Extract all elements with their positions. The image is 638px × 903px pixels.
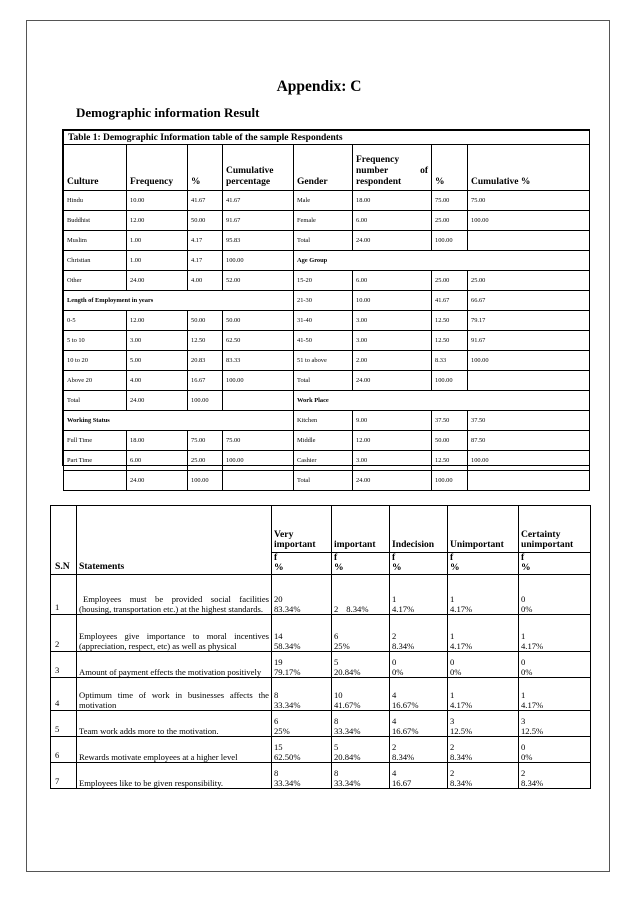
table-cell: 4.17 xyxy=(188,251,223,271)
table-cell: 12.50 xyxy=(432,451,468,471)
table-cell: 41.67 xyxy=(432,291,468,311)
table2-header: important xyxy=(332,506,390,553)
table-cell: 10 to 20 xyxy=(64,351,127,371)
row-number: 5 xyxy=(51,711,77,737)
table-row xyxy=(64,411,590,431)
table-row xyxy=(64,391,590,411)
statement-text: Employees like to be given responsibility. xyxy=(77,763,272,789)
table2-header: Indecision xyxy=(390,506,448,553)
table-cell: 100.00 xyxy=(432,471,468,491)
demographic-table-frame xyxy=(62,129,590,484)
table-cell: 10.00 xyxy=(127,191,188,211)
value-cell: 8 33.34% xyxy=(272,763,332,789)
section-subtitle: Demographic information Result xyxy=(76,105,260,120)
value-cell: 15 62.50% xyxy=(272,737,332,763)
value-cell: 1 4.17% xyxy=(390,575,448,615)
table-cell: 8.33 xyxy=(432,351,468,371)
table-cell: 25.00 xyxy=(468,271,590,291)
pct-label: % xyxy=(334,562,344,573)
value-cell: 8 33.34% xyxy=(272,678,332,711)
pct-label: % xyxy=(274,562,284,573)
table-row xyxy=(64,251,590,271)
value-cell: 14 58.34% xyxy=(272,615,332,652)
statement-text: Employees must be provided social facilities (housing, transportation etc.) at the highest standards. xyxy=(77,575,272,615)
table2-subheader xyxy=(272,553,332,575)
statement-text: Amount of payment effects the motivation positively xyxy=(77,652,272,678)
table-cell: 12.50 xyxy=(188,331,223,351)
table-cell: Total xyxy=(294,231,353,251)
table2-header-sn: S.N xyxy=(51,506,77,575)
table-cell: 24.00 xyxy=(353,371,432,391)
value-cell: 2 8.34% xyxy=(332,575,390,615)
value-cell: 1 4.17% xyxy=(519,678,591,711)
table1-header: Frequency xyxy=(127,145,188,191)
table-cell: 87.50 xyxy=(468,431,590,451)
table-cell: 3.00 xyxy=(353,311,432,331)
table-cell: Total xyxy=(64,391,127,411)
table-cell: 24.00 xyxy=(127,471,188,491)
table-cell: Full Time xyxy=(64,431,127,451)
value-cell: 4 16.67% xyxy=(390,711,448,737)
row-number: 4 xyxy=(51,678,77,711)
table-cell: 50.00 xyxy=(432,431,468,451)
table-cell: 51 to above xyxy=(294,351,353,371)
table-row xyxy=(64,191,590,211)
table-cell: Buddhist xyxy=(64,211,127,231)
pct-label: % xyxy=(521,562,531,573)
table1-header: Cumulative percentage xyxy=(223,145,294,191)
value-cell: 19 79.17% xyxy=(272,652,332,678)
table-cell: Female xyxy=(294,211,353,231)
table-cell: Above 20 xyxy=(64,371,127,391)
value-cell: 2 8.34% xyxy=(448,737,519,763)
pct-label: % xyxy=(450,562,460,573)
value-cell: 5 20.84% xyxy=(332,737,390,763)
table-row xyxy=(64,471,590,491)
f-label: f xyxy=(274,552,278,563)
table-cell: 12.00 xyxy=(127,311,188,331)
table2-header-row xyxy=(51,506,591,553)
value-cell: 1 4.17% xyxy=(448,575,519,615)
value-cell: 3 12.5% xyxy=(519,711,591,737)
value-cell: 2 8.34% xyxy=(390,737,448,763)
table-row xyxy=(51,678,591,711)
section-label-working-status: Working Status xyxy=(64,411,294,431)
section-label-work-place: Work Place xyxy=(294,391,590,411)
table-cell: 20.83 xyxy=(188,351,223,371)
value-cell: 3 12.5% xyxy=(448,711,519,737)
table-cell: 6.00 xyxy=(353,211,432,231)
value-cell: 1 4.17% xyxy=(448,615,519,652)
table-row xyxy=(64,291,590,311)
value-cell: 0 0% xyxy=(390,652,448,678)
f-label: f xyxy=(392,552,396,563)
table-cell xyxy=(468,371,590,391)
table-cell xyxy=(223,391,294,411)
value-cell: 0 0% xyxy=(519,737,591,763)
motivation-survey-table xyxy=(50,505,591,789)
table-cell: Middle xyxy=(294,431,353,451)
table-cell: 6.00 xyxy=(353,271,432,291)
table2-subheader xyxy=(390,553,448,575)
table-cell: 0-5 xyxy=(64,311,127,331)
table1-header: Culture xyxy=(64,145,127,191)
table-cell: 100.00 xyxy=(468,351,590,371)
table-row xyxy=(64,271,590,291)
table-cell: 12.00 xyxy=(127,211,188,231)
table-row xyxy=(64,451,590,471)
table-cell: 75.00 xyxy=(188,431,223,451)
table-cell: 25.00 xyxy=(188,451,223,471)
statement-text: Optimum time of work in businesses affects the motivation xyxy=(77,678,272,711)
table2-header: Very important xyxy=(272,506,332,553)
f-label: f xyxy=(521,552,525,563)
table-cell xyxy=(64,471,127,491)
table-cell: 24.00 xyxy=(353,231,432,251)
value-cell: 2 8.34% xyxy=(519,763,591,789)
table-cell: 9.00 xyxy=(353,411,432,431)
value-cell: 2 8.34% xyxy=(448,763,519,789)
table-cell: 100.00 xyxy=(432,231,468,251)
table-row xyxy=(51,575,591,615)
table-row xyxy=(64,351,590,371)
table-cell: 4.00 xyxy=(127,371,188,391)
table-row xyxy=(64,311,590,331)
value-cell: 8 33.34% xyxy=(332,763,390,789)
table2-header-statements: Statements xyxy=(77,506,272,575)
table-cell: 75.00 xyxy=(432,191,468,211)
table2-subheader xyxy=(448,553,519,575)
table-cell: 83.33 xyxy=(223,351,294,371)
table-cell: Muslim xyxy=(64,231,127,251)
table2-header: Certainty unimportant xyxy=(519,506,591,553)
table-cell: Part Time xyxy=(64,451,127,471)
table-cell: 24.00 xyxy=(353,471,432,491)
table1-header: Gender xyxy=(294,145,353,191)
table-cell: 62.50 xyxy=(223,331,294,351)
value-cell: 1 4.17% xyxy=(448,678,519,711)
table-cell: 21-30 xyxy=(294,291,353,311)
table-row xyxy=(51,652,591,678)
table-row xyxy=(64,431,590,451)
value-cell: 0 0% xyxy=(519,652,591,678)
statement-text: Rewards motivate employees at a higher level xyxy=(77,737,272,763)
table-cell: 16.67 xyxy=(188,371,223,391)
table-cell: 4.00 xyxy=(188,271,223,291)
table-cell: 10.00 xyxy=(353,291,432,311)
table-cell: 3.00 xyxy=(127,331,188,351)
table-cell: 37.50 xyxy=(468,411,590,431)
table1-header: % xyxy=(188,145,223,191)
table-cell: 25.00 xyxy=(432,271,468,291)
table-cell: 100.00 xyxy=(223,371,294,391)
table-cell: 24.00 xyxy=(127,391,188,411)
table-cell: Cashier xyxy=(294,451,353,471)
table-cell: Hindu xyxy=(64,191,127,211)
value-cell: 10 41.67% xyxy=(332,678,390,711)
table-cell: 31-40 xyxy=(294,311,353,331)
table-cell: 50.00 xyxy=(223,311,294,331)
table-row xyxy=(51,737,591,763)
table1-header: Frequency number of respondent xyxy=(353,145,432,191)
table-cell: 100.00 xyxy=(468,451,590,471)
table-cell: 5.00 xyxy=(127,351,188,371)
table-cell: 12.50 xyxy=(432,311,468,331)
table-cell: 12.00 xyxy=(353,431,432,451)
value-cell: 1 4.17% xyxy=(519,615,591,652)
page-title: Appendix: C xyxy=(276,78,362,95)
table1-caption: Table 1: Demographic Information table of the sample Respondents xyxy=(64,131,590,145)
table-cell: 25.00 xyxy=(432,211,468,231)
table-cell: 91.67 xyxy=(223,211,294,231)
table-cell: 18.00 xyxy=(127,431,188,451)
table-cell: 15-20 xyxy=(294,271,353,291)
table-cell: 41.67 xyxy=(188,191,223,211)
table-cell: 66.67 xyxy=(468,291,590,311)
value-cell: 4 16.67 xyxy=(390,763,448,789)
table-cell: Other xyxy=(64,271,127,291)
row-number: 2 xyxy=(51,615,77,652)
table-row xyxy=(64,371,590,391)
statement-text: Employees give importance to moral incentives (appreciation, respect, etc) as well as physical xyxy=(77,615,272,652)
value-cell: 0 0% xyxy=(448,652,519,678)
table-cell: 3.00 xyxy=(353,331,432,351)
row-number: 1 xyxy=(51,575,77,615)
value-cell: 4 16.67% xyxy=(390,678,448,711)
table-cell: Kitchen xyxy=(294,411,353,431)
statement-text: Team work adds more to the motivation. xyxy=(77,711,272,737)
table-cell: Total xyxy=(294,471,353,491)
pct-label: % xyxy=(392,562,402,573)
table-cell: 2.00 xyxy=(353,351,432,371)
table-cell: 12.50 xyxy=(432,331,468,351)
table1-header-row xyxy=(64,145,590,191)
table-cell xyxy=(223,471,294,491)
table-cell: Total xyxy=(294,371,353,391)
table-row xyxy=(64,231,590,251)
table-cell: 100.00 xyxy=(223,251,294,271)
table-cell: 4.17 xyxy=(188,231,223,251)
table-row xyxy=(51,615,591,652)
table-cell xyxy=(468,471,590,491)
table-cell: 100.00 xyxy=(188,391,223,411)
table1-header: % xyxy=(432,145,468,191)
table-cell: 100.00 xyxy=(223,451,294,471)
table-cell: 95.83 xyxy=(223,231,294,251)
value-cell: 8 33.34% xyxy=(332,711,390,737)
row-number: 7 xyxy=(51,763,77,789)
table-cell: 6.00 xyxy=(127,451,188,471)
table-cell: Male xyxy=(294,191,353,211)
f-label: f xyxy=(334,552,338,563)
value-cell: 6 25% xyxy=(272,711,332,737)
table-cell xyxy=(468,231,590,251)
table-cell: 75.00 xyxy=(223,431,294,451)
value-cell: 5 20.84% xyxy=(332,652,390,678)
value-cell: 0 0% xyxy=(519,575,591,615)
section-label-age-group: Age Group xyxy=(294,251,590,271)
table-cell: 50.00 xyxy=(188,311,223,331)
table-row xyxy=(51,763,591,789)
table-cell: 37.50 xyxy=(432,411,468,431)
table-cell: 1.00 xyxy=(127,251,188,271)
table1-header: Cumulative % xyxy=(468,145,590,191)
table-cell: 100.00 xyxy=(188,471,223,491)
table-cell: 50.00 xyxy=(188,211,223,231)
row-number: 3 xyxy=(51,652,77,678)
table-row xyxy=(64,331,590,351)
table-cell: 79.17 xyxy=(468,311,590,331)
table-cell: 18.00 xyxy=(353,191,432,211)
table-row xyxy=(51,711,591,737)
demographic-table xyxy=(63,130,590,491)
table-cell: 91.67 xyxy=(468,331,590,351)
table-cell: 41-50 xyxy=(294,331,353,351)
table-cell: 3.00 xyxy=(353,451,432,471)
section-label-length-of-employment: Length of Employment in years xyxy=(64,291,294,311)
table-row xyxy=(64,211,590,231)
value-cell: 6 25% xyxy=(332,615,390,652)
table-cell: 100.00 xyxy=(432,371,468,391)
table-cell: 52.00 xyxy=(223,271,294,291)
table2-subheader xyxy=(332,553,390,575)
table2-subheader xyxy=(519,553,591,575)
table-cell: 1.00 xyxy=(127,231,188,251)
row-number: 6 xyxy=(51,737,77,763)
table2-header: Unimportant xyxy=(448,506,519,553)
value-cell: 20 83.34% xyxy=(272,575,332,615)
table-cell: 75.00 xyxy=(468,191,590,211)
table-cell: 100.00 xyxy=(468,211,590,231)
table-cell: Christian xyxy=(64,251,127,271)
value-cell: 2 8.34% xyxy=(390,615,448,652)
table-cell: 5 to 10 xyxy=(64,331,127,351)
f-label: f xyxy=(450,552,454,563)
table-cell: 24.00 xyxy=(127,271,188,291)
table-cell: 41.67 xyxy=(223,191,294,211)
